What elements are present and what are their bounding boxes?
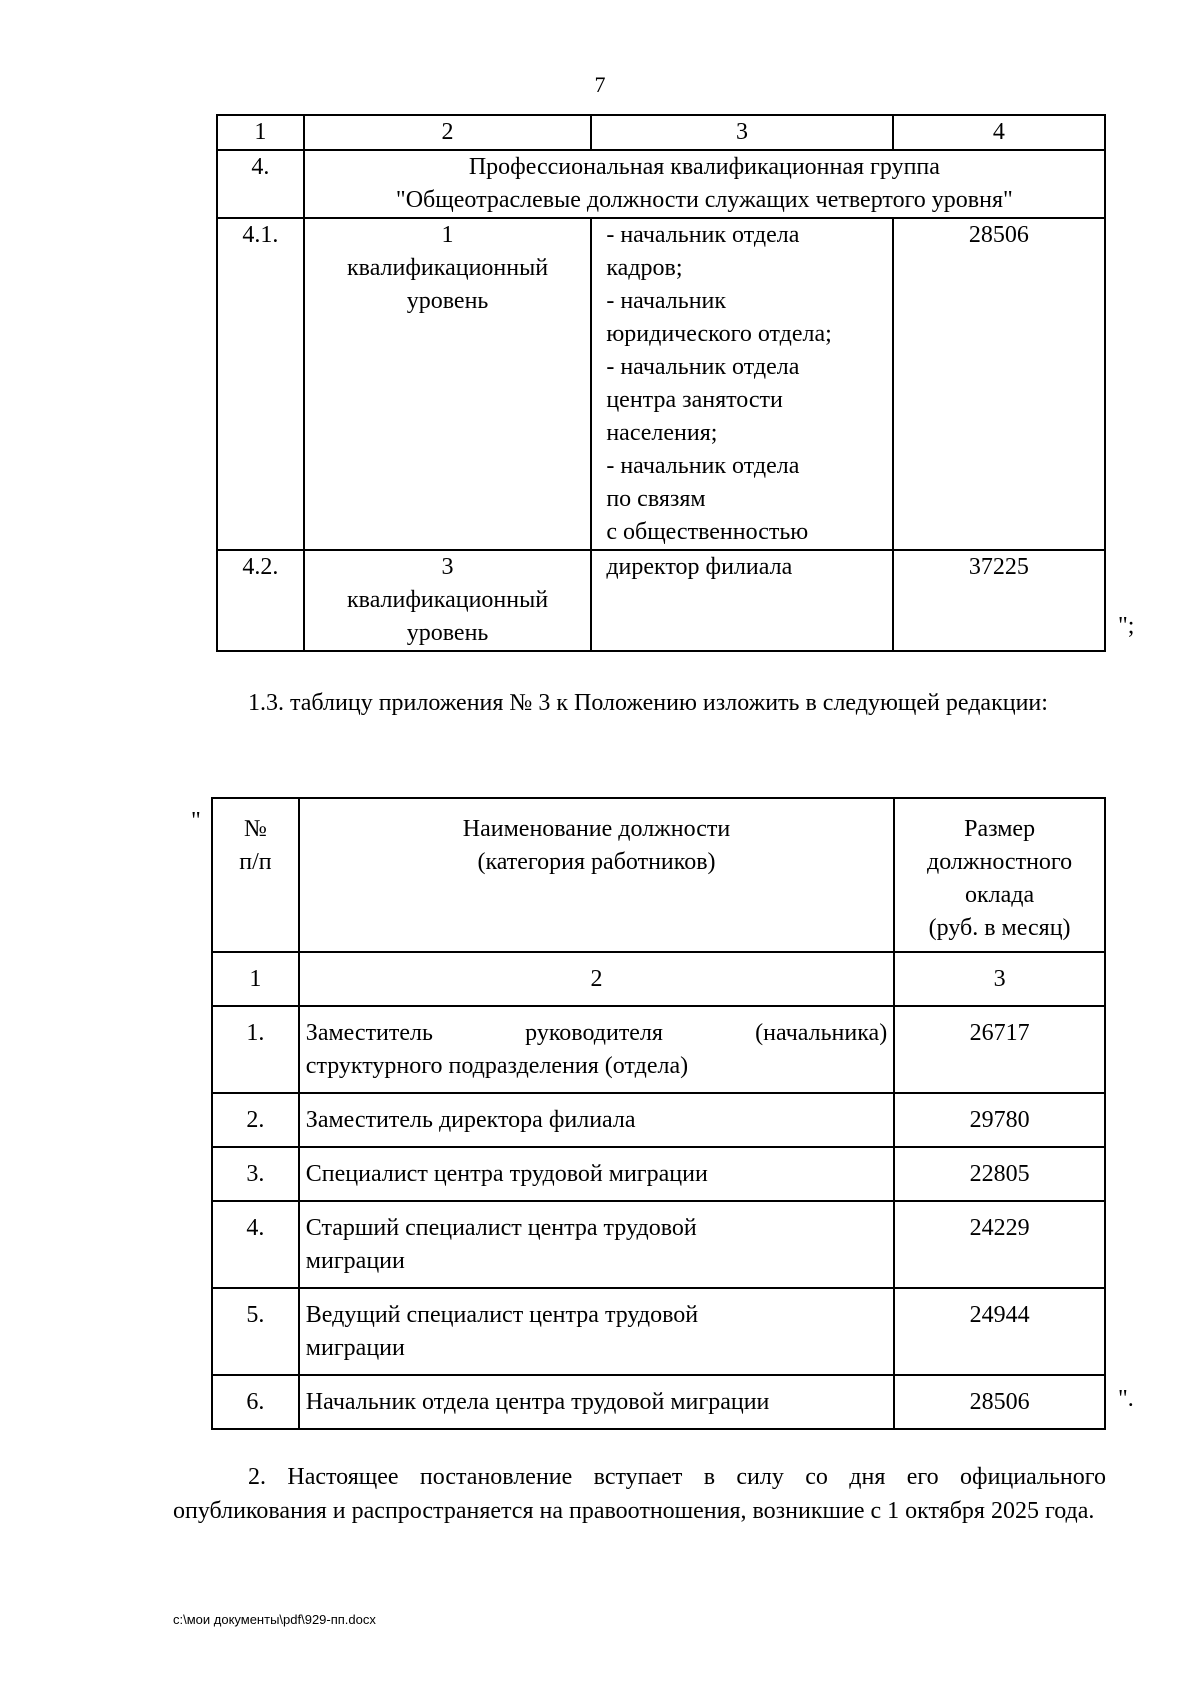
table-row bbox=[212, 1288, 1105, 1375]
group-number: 4. bbox=[217, 150, 304, 218]
position-name bbox=[299, 1006, 894, 1093]
table-row bbox=[212, 1006, 1105, 1093]
position-name bbox=[299, 1093, 894, 1147]
header-cell: 1 bbox=[217, 115, 304, 150]
level-cell bbox=[304, 550, 592, 651]
column-number: 2 bbox=[299, 952, 894, 1006]
table-header-row bbox=[217, 115, 1105, 150]
opening-quote: " bbox=[191, 808, 201, 834]
position-line: - начальник отдела bbox=[606, 222, 800, 248]
salary-cell: 29780 bbox=[894, 1093, 1105, 1147]
position-line: - начальник отдела bbox=[606, 453, 800, 479]
position-line: - начальник отдела bbox=[606, 354, 800, 380]
paragraph-2: 2. Настоящее постановление вступает в силу со дня его официального опубликования и распространяется на правоотношения, возникшие с 1 октября 2025 года. bbox=[173, 1464, 1106, 1524]
salary-cell: 28506 bbox=[893, 218, 1105, 550]
row-number: 2. bbox=[212, 1093, 299, 1147]
header-text: Наименование должности bbox=[462, 816, 731, 842]
footer-file-path: c:\мои документы\pdf\929-пп.docx bbox=[173, 1612, 376, 1627]
row-number: 3. bbox=[212, 1147, 299, 1201]
position-name-line: Ведущий специалист центра трудовой bbox=[305, 1302, 699, 1328]
row-number: 4. bbox=[212, 1201, 299, 1288]
position-name-line: миграции bbox=[305, 1335, 405, 1361]
positions-cell bbox=[591, 550, 892, 651]
salary-cell: 22805 bbox=[894, 1147, 1105, 1201]
level-number: 3 bbox=[441, 554, 454, 580]
table-row bbox=[212, 1147, 1105, 1201]
group-title-line: "Общеотраслевые должности служащих четвертого уровня" bbox=[395, 187, 1013, 213]
position-name-line: Старший специалист центра трудовой bbox=[305, 1215, 697, 1241]
position-line: кадров; bbox=[606, 255, 683, 281]
group-row bbox=[217, 150, 1105, 218]
position-line: - начальник bbox=[606, 288, 727, 314]
paragraph-1-3: 1.3. таблицу приложения № 3 к Положению изложить в следующей редакции: bbox=[248, 690, 1048, 716]
positions-cell bbox=[591, 218, 892, 550]
level-tail: уровень bbox=[406, 288, 489, 314]
position-line: по связям bbox=[606, 486, 706, 512]
column-number: 3 bbox=[894, 952, 1105, 1006]
header-text: (категория работников) bbox=[477, 849, 716, 875]
salary-cell: 28506 bbox=[894, 1375, 1105, 1429]
position-name bbox=[299, 1147, 894, 1201]
header-salary-cell bbox=[894, 798, 1105, 952]
position-line: населения; bbox=[606, 420, 718, 446]
closing-quote: "; bbox=[1118, 613, 1135, 639]
header-cell: 4 bbox=[893, 115, 1105, 150]
position-name-line: миграции bbox=[305, 1248, 405, 1274]
row-number: 1. bbox=[212, 1006, 299, 1093]
position-name-line: Начальник отдела центра трудовой миграции bbox=[305, 1389, 770, 1415]
closing-quote: ". bbox=[1118, 1386, 1134, 1412]
position-name-line: Заместитель руководителя (начальника) bbox=[305, 1020, 888, 1046]
header-text: п/п bbox=[239, 849, 272, 875]
position-name bbox=[299, 1201, 894, 1288]
position-name-line: Заместитель директора филиала bbox=[305, 1107, 636, 1133]
level-cell bbox=[304, 218, 592, 550]
position-name bbox=[299, 1375, 894, 1429]
header-text: должностного bbox=[927, 849, 1073, 875]
level-word: квалификационный bbox=[347, 587, 549, 613]
table-row bbox=[217, 550, 1105, 651]
row-number: 6. bbox=[212, 1375, 299, 1429]
table-row bbox=[212, 1201, 1105, 1288]
header-text: № bbox=[243, 816, 267, 842]
row-number: 4.1. bbox=[217, 218, 304, 550]
group-title-line: Профессиональная квалификационная группа bbox=[468, 154, 940, 180]
level-tail: уровень bbox=[406, 620, 489, 646]
level-number: 1 bbox=[441, 222, 454, 248]
row-number: 5. bbox=[212, 1288, 299, 1375]
header-number-cell bbox=[212, 798, 299, 952]
header-text: оклада bbox=[965, 882, 1035, 908]
page-number: 7 bbox=[594, 72, 606, 97]
level-word: квалификационный bbox=[347, 255, 549, 281]
salary-cell: 26717 bbox=[894, 1006, 1105, 1093]
header-text: Размер bbox=[964, 816, 1036, 842]
header-name-cell bbox=[299, 798, 894, 952]
header-cell: 3 bbox=[591, 115, 892, 150]
header-text: (руб. в месяц) bbox=[928, 915, 1071, 941]
salary-cell: 24229 bbox=[894, 1201, 1105, 1288]
salary-cell: 37225 bbox=[893, 550, 1105, 651]
group-title bbox=[304, 150, 1105, 218]
table-row bbox=[212, 1375, 1105, 1429]
position-name-line: структурного подразделения (отдела) bbox=[305, 1053, 689, 1079]
position-name-line: Специалист центра трудовой миграции bbox=[305, 1161, 708, 1187]
position-line: центра занятости bbox=[606, 387, 783, 413]
table-row bbox=[212, 1093, 1105, 1147]
position-line: директор филиала bbox=[606, 554, 793, 580]
salary-table bbox=[211, 797, 1106, 1430]
position-name bbox=[299, 1288, 894, 1375]
table-row bbox=[217, 218, 1105, 550]
table-header-row bbox=[212, 798, 1105, 952]
column-number: 1 bbox=[212, 952, 299, 1006]
position-line: с общественностью bbox=[606, 519, 809, 545]
salary-cell: 24944 bbox=[894, 1288, 1105, 1375]
row-number: 4.2. bbox=[217, 550, 304, 651]
column-number-row bbox=[212, 952, 1105, 1006]
header-cell: 2 bbox=[304, 115, 592, 150]
qualification-table bbox=[216, 114, 1106, 652]
position-line: юридического отдела; bbox=[606, 321, 832, 347]
